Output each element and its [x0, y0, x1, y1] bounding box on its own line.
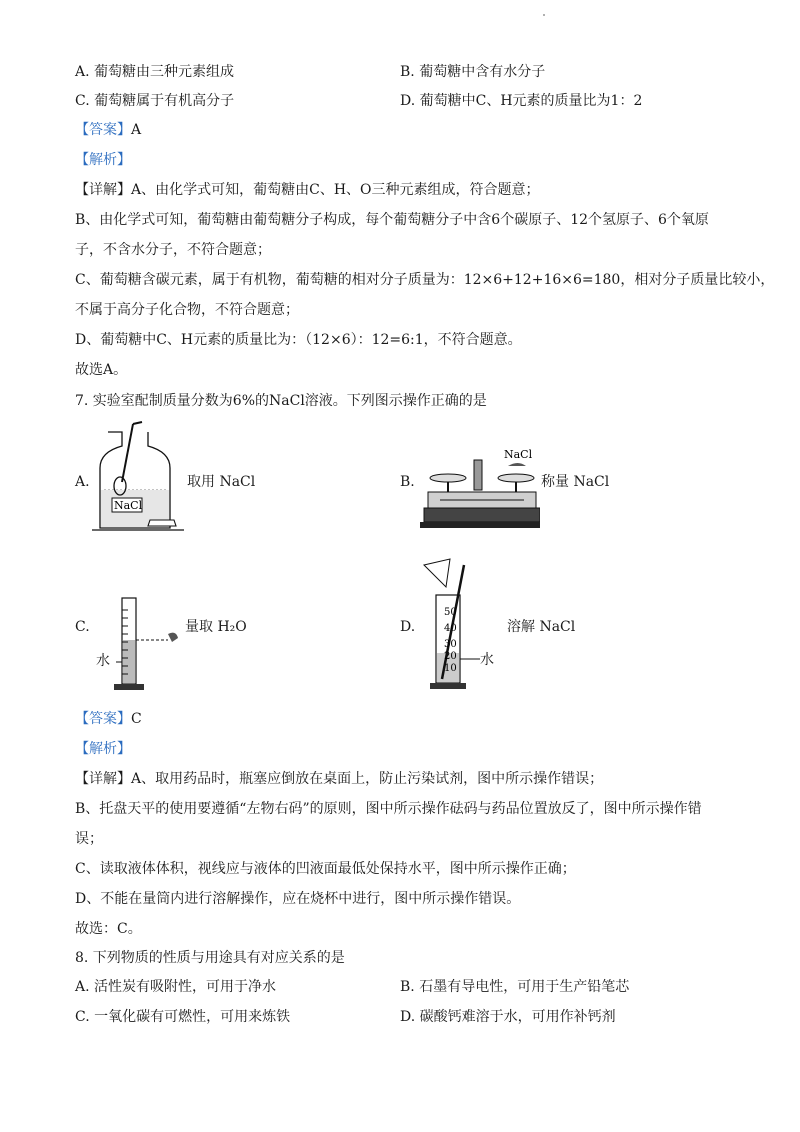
q6-detail-c1: C、葡萄糖含碳元素，属于有机物，葡萄糖的相对分子质量为：12×6+12+16×6=180，相对分子质量比较小， — [75, 272, 775, 288]
figure-balance — [420, 440, 540, 535]
figure-tick-40: 40 — [444, 623, 457, 634]
q8-option-d: D. 碳酸钙难溶于水，可用作补钙剂 — [400, 1009, 616, 1025]
q7-detail-d: D、不能在量筒内进行溶解操作，应在烧杯中进行，图中所示操作错误。 — [75, 891, 521, 907]
q7-analysis-tag: 【解析】 — [75, 741, 131, 757]
q8-option-c: C. 一氧化碳有可燃性，可用来炼铁 — [75, 1009, 291, 1025]
figure-tick-50: 50 — [444, 607, 457, 618]
q7-stem: 7. 实验室配制质量分数为6%的NaCl溶液。下列图示操作正确的是 — [75, 393, 487, 409]
q6-answer: A — [131, 122, 142, 138]
q7-detail-a-text: A、取用药品时，瓶塞应倒放在桌面上，防止污染试剂，图中所示操作错误； — [131, 771, 604, 787]
q6-option-b: B. 葡萄糖中含有水分子 — [400, 64, 546, 80]
q6-detail-c2: 不属于高分子化合物，不符合题意； — [75, 302, 299, 318]
q6-detail-a-text: A、由化学式可知，葡萄糖由C、H、O三种元素组成，符合题意； — [131, 182, 540, 198]
q6-detail-b1: B、由化学式可知，葡萄糖由葡萄糖分子构成，每个葡萄糖分子中含6个碳原子、12个氢原子、6个氧原 — [75, 212, 709, 228]
q7-conclusion: 故选：C。 — [75, 921, 142, 937]
q7-option-a-letter: A. — [75, 474, 90, 490]
q6-detail-tag: 【详解】 — [75, 182, 131, 198]
q7-figure-d-water: 水 — [480, 652, 494, 668]
q8-stem: 8. 下列物质的性质与用途具有对应关系的是 — [75, 950, 345, 966]
figure-graduated-cylinder-reading — [92, 590, 187, 695]
figure-reagent-bottle — [92, 420, 187, 535]
q6-option-c: C. 葡萄糖属于有机高分子 — [75, 93, 235, 109]
q6-option-a: A. 葡萄糖由三种元素组成 — [75, 64, 235, 80]
q8-option-a: A. 活性炭有吸附性，可用于净水 — [75, 979, 277, 995]
q7-detail-b1: B、托盘天平的使用要遵循“左物右码”的原则，图中所示操作砝码与药品位置放反了，图中所示操作错 — [75, 801, 702, 817]
q6-answer-line — [75, 120, 141, 140]
page-dot-mark — [543, 14, 545, 16]
q7-answer-line — [75, 709, 142, 729]
q6-answer-tag: 【答案】 — [75, 122, 131, 138]
q6-detail-b2: 子，不含水分子，不符合题意； — [75, 242, 271, 258]
q7-option-c-letter: C. — [75, 619, 90, 635]
q7-answer-tag: 【答案】 — [75, 711, 131, 727]
figure-bottle-label: NaCl — [114, 499, 143, 512]
q6-detail-d: D、葡萄糖中C、H元素的质量比为：（12×6）：12=6:1，不符合题意。 — [75, 332, 522, 348]
figure-tick-30: 30 — [444, 639, 457, 650]
q7-option-b-letter: B. — [400, 474, 415, 490]
q7-option-d-letter: D. — [400, 619, 416, 635]
q7-answer: C — [131, 711, 142, 727]
q6-conclusion: 故选A。 — [75, 362, 128, 378]
q7-detail-tag: 【详解】 — [75, 771, 131, 787]
q7-detail-a — [75, 769, 603, 789]
q7-detail-b2: 误； — [75, 831, 103, 847]
figure-tick-10: 10 — [444, 663, 457, 674]
q7-option-a-label: 取用 NaCl — [187, 474, 256, 490]
q7-option-d-label: 溶解 NaCl — [507, 619, 576, 635]
q8-option-b: B. 石墨有导电性，可用于生产铅笔芯 — [400, 979, 630, 995]
figure-tick-20: 20 — [444, 651, 457, 662]
q7-option-c-label: 量取 H₂O — [185, 619, 247, 635]
q7-figure-c-water: 水 — [96, 653, 110, 669]
q7-option-b-label: 称量 NaCl — [541, 474, 610, 490]
q6-detail-a — [75, 180, 540, 200]
q6-option-d: D. 葡萄糖中C、H元素的质量比为1：2 — [400, 93, 643, 109]
q7-detail-c: C、读取液体体积，视线应与液体的凹液面最低处保持水平，图中所示操作正确； — [75, 861, 576, 877]
figure-balance-label: NaCl — [504, 448, 533, 461]
q6-analysis-tag: 【解析】 — [75, 152, 131, 168]
